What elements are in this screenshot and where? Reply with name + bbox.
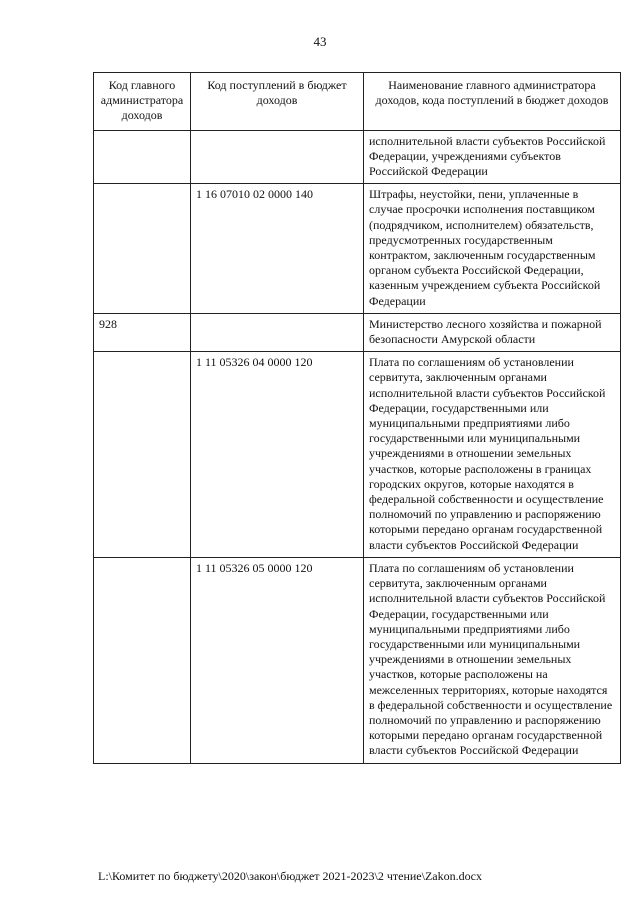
page-number: 43 (313, 34, 327, 49)
revenue-code-cell: 1 16 07010 02 0000 140 (191, 184, 364, 314)
revenue-administrators-table (93, 72, 621, 764)
revenue-code-cell (191, 313, 364, 351)
header-name: Наименование главного администратора доходов, кода поступлений в бюджет доходов (364, 73, 621, 131)
revenue-code-cell: 1 11 05326 05 0000 120 (191, 557, 364, 763)
name-cell: Плата по соглашениям об установлении сервитута, заключенным органами исполнительной власти субъектов Российской Федерации, государственными или муниципальными предприятиями либо государственными или муниципальными учреждениями в отношении земельных участков, которые расположены в границах городских округов, которые находятся в федеральной собственности и осуществление полномочий по управлению и распоряжению которыми передано органам государственной власти субъектов Российской Федерации (364, 352, 621, 558)
name-cell: исполнительной власти субъектов Российской Федерации, учреждениями субъектов Российской Федерации (364, 130, 621, 184)
table-row (94, 557, 621, 763)
table-row (94, 130, 621, 184)
header-admin-code: Код главного администратора доходов (94, 73, 191, 131)
admin-code-cell (94, 352, 191, 558)
name-cell: Министерство лесного хозяйства и пожарной безопасности Амурской области (364, 313, 621, 351)
admin-code-cell: 928 (94, 313, 191, 351)
table-row (94, 184, 621, 314)
admin-code-cell (94, 557, 191, 763)
document-file-path: L:\Комитет по бюджету\2020\закон\бюджет 2021-2023\2 чтение\Zakon.docx (98, 869, 482, 883)
admin-code-cell (94, 130, 191, 184)
table-row (94, 352, 621, 558)
revenue-code-cell (191, 130, 364, 184)
table-header-row (94, 73, 621, 131)
header-revenue-code: Код поступлений в бюджет доходов (191, 73, 364, 131)
name-cell: Плата по соглашениям об установлении сервитута, заключенным органами исполнительной власти субъектов Российской Федерации, государственными или муниципальными предприятиями либо государственными или муниципальными учреждениями в отношении земельных участков, которые расположены на межселенных территориях, которые находятся в федеральной собственности и осуществление полномочий по управлению и распоряжению которыми передано органам государственной власти субъектов Российской Федерации (364, 557, 621, 763)
revenue-code-cell: 1 11 05326 04 0000 120 (191, 352, 364, 558)
table-row (94, 313, 621, 351)
admin-code-cell (94, 184, 191, 314)
name-cell: Штрафы, неустойки, пени, уплаченные в случае просрочки исполнения поставщиком (подрядчиком, исполнителем) обязательств, предусмотренных государственным контрактом, заключенным государственным органом субъекта Российской Федерации, казенным учреждением субъекта Российской Федерации (364, 184, 621, 314)
